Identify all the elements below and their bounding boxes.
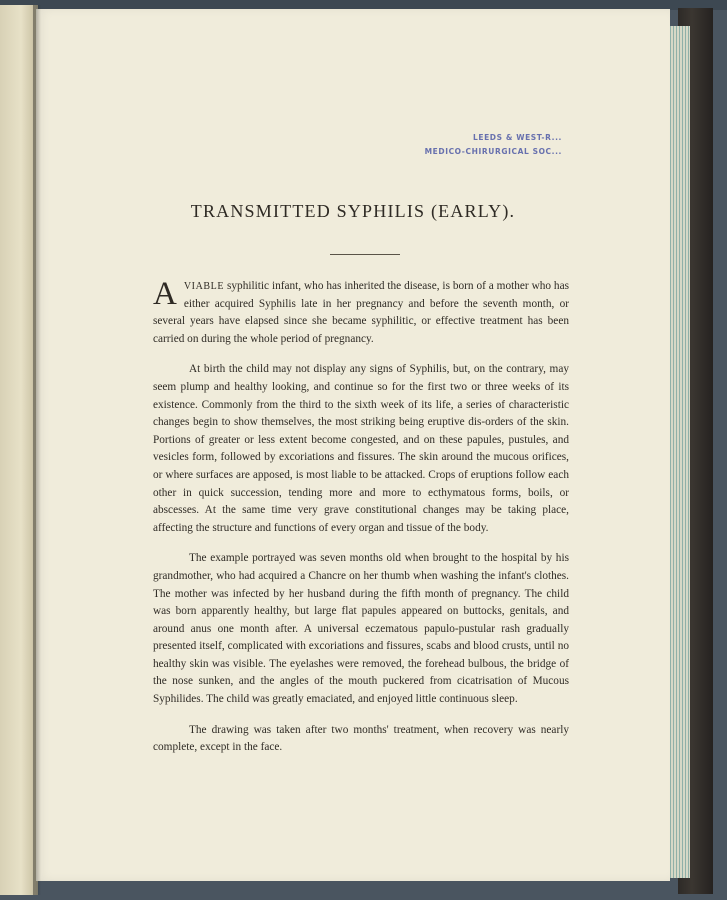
- body-text: [153, 278, 569, 770]
- page-edges: [668, 26, 690, 878]
- paragraph-1-smallcaps: VIABLE: [183, 281, 225, 292]
- spine-shadow: [33, 5, 41, 895]
- paragraph-4: The drawing was taken after two months' treatment, when recovery was nearly complete, except in the face.: [153, 723, 569, 754]
- title-divider: [330, 254, 400, 255]
- drop-cap: A: [153, 276, 177, 312]
- page-title: TRANSMITTED SYPHILIS (EARLY).: [190, 201, 516, 221]
- stamp-line-1: LEEDS & WEST-R...: [472, 133, 562, 142]
- book-page: [36, 9, 670, 881]
- paragraph-2: At birth the child may not display any signs of Syphilis, but, on the contrary, may seem plump and healthy looking, and continue so for the first two or three weeks of its existence. Commonly from the third to the sixth week of its life, a series of characteristic changes begin to show themselves, the most striking being eruptive dis-orders of the skin. Portions of greater or less extent become congested, and on these papules, pustules, and vesicles form, followed by excoriations and fissures. The skin around the mucous orifices, or where surfaces are apposed, is most liable to be attacked. Crops of eruptions follow each other in quick succession, tending more and more to ecthymatous forms, boils, or abscesses. At the same time very grave constitutional changes may be taking place, affecting the structure and functions of every organ and tissue of the body.: [153, 363, 569, 534]
- library-stamp: [422, 131, 562, 159]
- paragraph-1: [153, 278, 569, 348]
- stamp-line-2: MEDICO-CHIRURGICAL SOC...: [424, 147, 562, 156]
- paragraph-1-text: syphilitic infant, who has inherited the disease, is born of a mother who has either acquired Syphilis late in her pregnancy and before the seventh month, or several years have elapsed since she became syphilitic, or effective treatment has been carried on during the whole period of pregnancy.: [153, 280, 569, 345]
- paragraph-3: The example portrayed was seven months old when brought to the hospital by his grandmother, who had acquired a Chancre on her thumb when washing the infant's clothes. The mother was infected by her husband during the fifth month of pregnancy. The child was born apparently healthy, but large flat papules appeared on buttocks, genitals, and around anus one month after. A universal eczematous papulo-pustular rash gradually presented itself, complicated with excoriations and fissures, scabs and blood crusts, until no healthy skin was visible. The eyelashes were removed, the forehead bulbous, the bridge of the nose sunken, and the angles of the mouth puckered from cicatrisation of Mucous Syphilides. The child was greatly emaciated, and enjoyed little continuous sleep.: [153, 552, 569, 706]
